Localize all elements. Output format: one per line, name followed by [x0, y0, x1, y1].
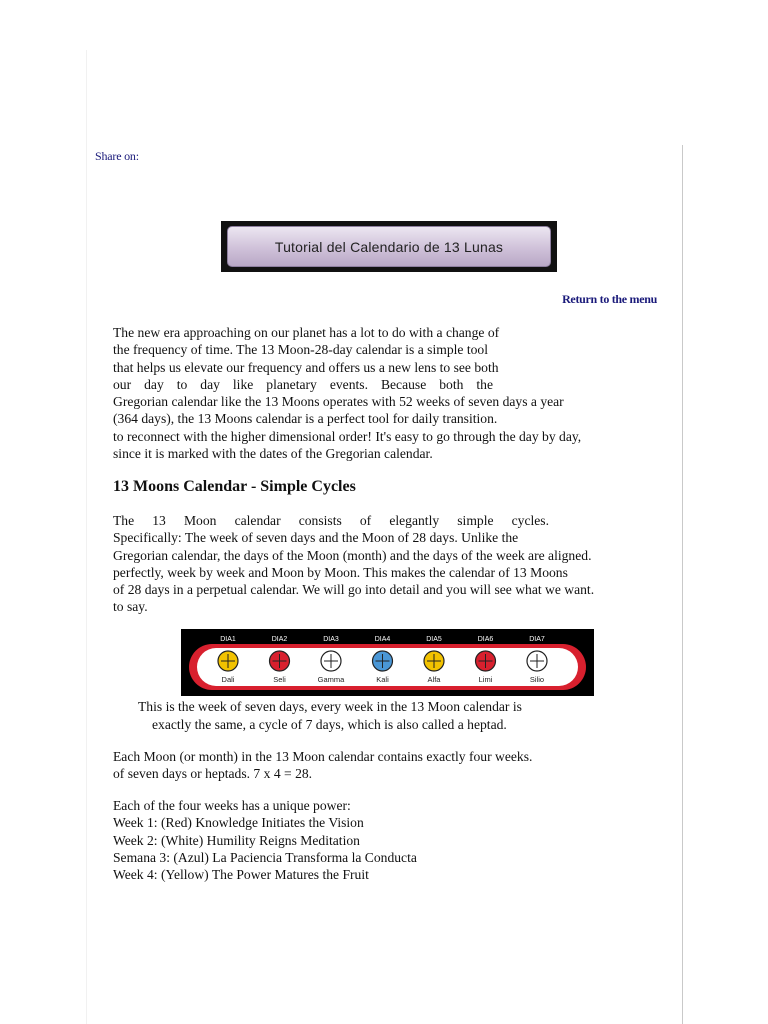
- text-line: to say.: [113, 599, 148, 615]
- intro-paragraph: [113, 324, 663, 462]
- caption-line: This is the week of seven days, every week in the 13 Moon calendar is: [138, 699, 522, 714]
- text-line: the frequency of time. The 13 Moon-28-day calendar is a simple tool: [113, 342, 488, 358]
- heptad-week-strip: [181, 629, 594, 696]
- section-heading: 13 Moons Calendar - Simple Cycles: [113, 478, 356, 495]
- share-on-label[interactable]: Share on:: [95, 149, 139, 163]
- list-item: Week 4: (Yellow) The Power Matures the Fruit: [113, 867, 369, 883]
- text-line: Gregorian calendar, the days of the Moon (month) and the days of the week are aligned.: [113, 547, 592, 563]
- text-line: (364 days), the 13 Moons calendar is a perfect tool for daily transition.: [113, 411, 498, 427]
- text-line: of 28 days in a perpetual calendar. We will go into detail and you will see what we want.: [113, 582, 595, 598]
- day-name-label: Seli: [273, 675, 286, 684]
- page-edge-left: [86, 50, 87, 1024]
- caption-line: exactly the same, a cycle of 7 days, which is also called a heptad.: [152, 716, 507, 732]
- text-line: The new era approaching on our planet has a lot to do with a change of: [113, 325, 500, 340]
- text-line: since it is marked with the dates of the Gregorian calendar.: [113, 446, 433, 462]
- cycles-paragraph: [113, 512, 663, 616]
- day-number-label: DIA3: [323, 636, 339, 643]
- text-line: of seven days or heptads. 7 x 4 = 28.: [113, 766, 313, 782]
- tutorial-banner: [221, 221, 557, 272]
- day-name-label: Limi: [478, 675, 493, 684]
- banner-title: Tutorial del Calendario de 13 Lunas: [227, 226, 551, 267]
- text-line: Gregorian calendar like the 13 Moons operates with 52 weeks of seven days a year: [113, 394, 564, 410]
- text-line: our day to day like planetary events. Because both the: [113, 376, 493, 392]
- moon-paragraph: [113, 748, 663, 783]
- text-line: to reconnect with the higher dimensional order! It's easy to go through the day by day,: [113, 428, 582, 444]
- text-line: Each Moon (or month) in the 13 Moon calendar contains exactly four weeks.: [113, 749, 533, 764]
- text-line: Specifically: The week of seven days and the Moon of 28 days. Unlike the: [113, 530, 519, 546]
- list-item: Week 1: (Red) Knowledge Initiates the Vision: [113, 815, 364, 831]
- day-name-label: Kali: [376, 675, 389, 684]
- list-item: Week 2: (White) Humility Reigns Meditation: [113, 832, 360, 848]
- list-item: Semana 3: (Azul) La Paciencia Transforma la Conducta: [113, 849, 417, 865]
- day-number-label: DIA7: [529, 636, 545, 643]
- week-caption: [138, 698, 522, 733]
- week-strip-graphic: [181, 629, 594, 696]
- day-name-label: Silio: [529, 675, 545, 684]
- return-to-menu-link[interactable]: Return to the menu: [562, 292, 657, 306]
- page-edge-right: [682, 145, 683, 1024]
- day-name-label: Gamma: [317, 675, 345, 684]
- day-number-label: DIA6: [477, 636, 494, 643]
- weeks-list: [113, 797, 663, 883]
- day-number-label: DIA5: [426, 636, 442, 643]
- text-line: that helps us elevate our frequency and offers us a new lens to see both: [113, 359, 499, 375]
- text-line: The 13 Moon calendar consists of elegantly simple cycles.: [113, 513, 549, 528]
- day-number-label: DIA2: [271, 636, 288, 643]
- day-name-label: Alfa: [427, 675, 441, 684]
- day-number-label: DIA4: [374, 636, 391, 643]
- text-line: perfectly, week by week and Moon by Moon. This makes the calendar of 13 Moons: [113, 564, 568, 580]
- weeks-intro: Each of the four weeks has a unique power:: [113, 798, 351, 813]
- day-name-label: Dali: [221, 675, 235, 684]
- day-number-label: DIA1: [220, 636, 236, 643]
